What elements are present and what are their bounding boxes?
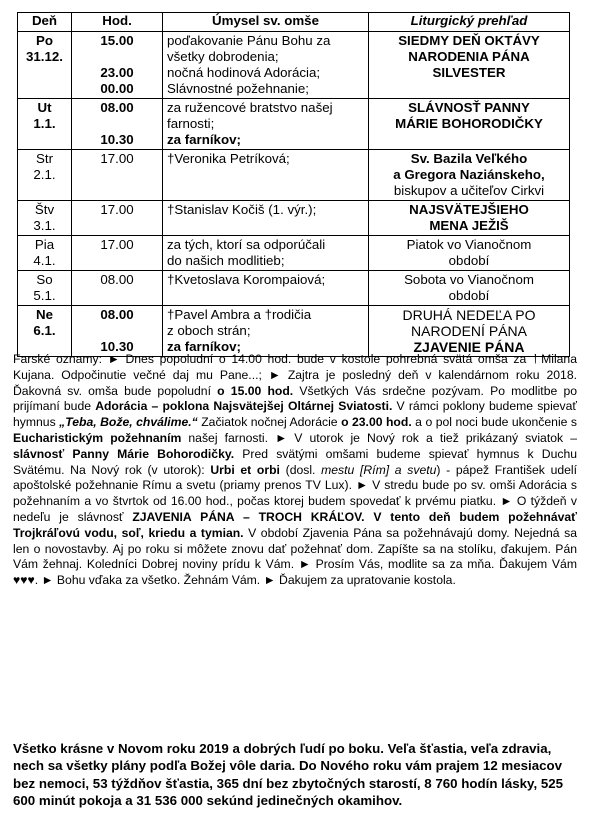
intention-cell xyxy=(163,306,369,357)
mass-time: 10.30 xyxy=(100,339,134,354)
intention-line: za farníkov; xyxy=(167,132,241,147)
table-row xyxy=(18,99,570,150)
note-text: (dosl. xyxy=(279,462,322,477)
day-date: 3.1. xyxy=(33,218,56,233)
liturgy-line: Sobota vo Vianočnom xyxy=(404,272,534,287)
day-name: Pia xyxy=(34,237,55,252)
mass-time: 15.00 xyxy=(100,33,134,48)
intention-cell xyxy=(163,236,369,271)
day-name: Ut xyxy=(37,100,52,115)
table-header-row xyxy=(18,13,570,32)
note-bold-italic: „Teba, Bože, chválime.“ xyxy=(59,415,198,430)
day-cell xyxy=(18,150,72,201)
intention-cell xyxy=(163,150,369,201)
hour-cell xyxy=(72,32,163,99)
day-name: Ne xyxy=(36,307,53,322)
intention-line: všetky dobrodenia; xyxy=(167,49,279,64)
intention-cell xyxy=(163,271,369,306)
liturgy-line: ZJAVENIE PÁNA xyxy=(413,339,525,355)
day-cell xyxy=(18,271,72,306)
note-text: Pred svätými omšami budeme spievať hymnus k Duchu Svätému. Na Nový rok (v utorok): xyxy=(13,446,577,477)
intention-line: Slávnostné požehnanie; xyxy=(167,81,309,96)
day-date: 31.12. xyxy=(26,49,63,64)
table-row xyxy=(18,306,570,357)
liturgy-line: SILVESTER xyxy=(432,65,506,80)
liturgy-line: biskupov a učiteľov Cirkvi xyxy=(393,183,545,198)
day-date: 2.1. xyxy=(33,167,56,182)
note-italic: mestu [Rím] a svetu xyxy=(321,462,437,477)
header-day: Deň xyxy=(18,13,72,32)
note-bold: o 23.00 hod. xyxy=(341,415,412,430)
liturgy-line: MÁRIE BOHORODIČKY xyxy=(395,116,543,131)
note-text: Farské oznamy: ► Dnes popoludní o 14.00 hod. bude v kostole pohrebná svätá omša za †Milana Kujana. Odpočinutie večné daj mu Pane...; xyxy=(13,352,577,382)
liturgy-line: NARODENIA PÁNA xyxy=(408,49,530,64)
intention-line: nočná hodinová Adorácia; xyxy=(167,65,321,80)
day-cell xyxy=(18,99,72,150)
note-bold: Eucharistickým požehnaním xyxy=(13,430,182,445)
note-text: V období Zjavenia Pána sa požehnávajú domy. Nejedná sa len o novostavby. Aj po roku si môžete znovu dať požehnať dom. Zapíšte sa na stolíku, ďakujem. Pán Vám žehnaj. Koledníci Dobrej noviny prídu k Vám. ► Prosím Vás, modlite sa za mňa. Ďakujem Vám ♥♥♥. ► Bohu vďaka za všetko. Žehnám Vám. ► Ďakujem za upratovanie kostola. xyxy=(13,525,577,588)
intention-line: †Veronika Petríková; xyxy=(167,151,290,166)
day-date: 5.1. xyxy=(33,288,56,303)
intention-cell xyxy=(163,201,369,236)
mass-time: 00.00 xyxy=(100,81,134,96)
hour-cell xyxy=(72,236,163,271)
mass-schedule-table xyxy=(17,12,570,357)
note-text: našej farnosti. ► V utorok je Nový rok a tiež prikázaný sviatok – xyxy=(181,430,577,445)
mass-time xyxy=(76,49,158,65)
new-year-wishes xyxy=(13,740,573,809)
note-bold: Urbi et orbi xyxy=(210,462,280,477)
mass-time: 08.00 xyxy=(100,100,134,115)
note-bold: slávnosť Panny Márie Bohorodičky. xyxy=(13,446,235,461)
wishes-paragraph: Všetko krásne v Novom roku 2019 a dobrých ľudí po boku. Veľa šťastia, veľa zdravia, nech sa všetky plány podľa Božej vôle daria. Do Nového roku vám prajem 12 mesiacov bez nemoci, 53 týždňov šťastia, 365 dní bez zbytočných starostí, 8 760 hodín lásky, 525 600 minút pokoja a 31 536 000 sekúnd jedinečných okamihov. xyxy=(13,741,564,808)
table-row xyxy=(18,271,570,306)
note-text: Všetkých Vás srdečne pozývam. Po modlitbe po prijímaní bude xyxy=(13,383,577,414)
day-name: Str xyxy=(36,151,53,166)
liturgy-line: MENA JEŽIŠ xyxy=(429,218,509,233)
day-name: So xyxy=(36,272,53,287)
note-text: ► Zajtra je posledný deň v kalendárnom roku 2018. Ďakovná sv. omša bude popoludní xyxy=(13,367,577,398)
liturgy-line: NARODENÍ PÁNA xyxy=(411,323,527,339)
intention-line: farnosti; xyxy=(167,116,215,131)
day-cell xyxy=(18,32,72,99)
liturgy-line: DRUHÁ NEDEĽA PO xyxy=(402,307,536,323)
liturgy-line: a Gregora Naziánskeho, xyxy=(393,167,545,182)
table-row xyxy=(18,236,570,271)
liturgy-cell xyxy=(369,201,570,236)
liturgy-cell xyxy=(369,236,570,271)
intention-cell xyxy=(163,99,369,150)
liturgy-line: Sv. Bazila Veľkého xyxy=(410,151,528,166)
mass-time: 08.00 xyxy=(100,272,134,287)
liturgy-cell xyxy=(369,99,570,150)
note-text: V rámci poklony budeme spievať hymnus xyxy=(13,399,577,430)
mass-time: 10.30 xyxy=(100,132,134,147)
intention-line: do našich modlitieb; xyxy=(167,253,285,268)
note-text: a o pol noci bude ukončenie s xyxy=(411,415,578,430)
day-cell xyxy=(18,236,72,271)
hour-cell xyxy=(72,99,163,150)
intention-line: za ružencové bratstvo našej xyxy=(167,100,333,115)
note-bold: Adorácia – poklona Najsvätejšej Oltárnej Sviatosti. xyxy=(95,399,393,414)
note-text: ) - pápež František udelí apoštolské požehnanie Rímu a svetu (priamy prenos TV Lux). ► V stredu bude po sv. omši Adorácia s požehnaním a vo štvrtok od 16.00 hod., počas ktorej budem spovedať k prvému piatku. ► O týždeň v nedeľu je slávnosť xyxy=(13,462,577,524)
mass-time: 17.00 xyxy=(100,151,134,166)
parish-announcements xyxy=(13,352,577,589)
table-row xyxy=(18,201,570,236)
note-bold: o 15.00 hod. xyxy=(217,383,294,398)
intention-line: †Kvetoslava Korompaiová; xyxy=(167,272,326,287)
day-date: 4.1. xyxy=(33,253,56,268)
hour-cell xyxy=(72,271,163,306)
intention-line: z oboch strán; xyxy=(167,323,251,338)
header-hour: Hod. xyxy=(72,13,163,32)
day-cell xyxy=(18,306,72,357)
mass-time: 08.00 xyxy=(100,307,134,322)
day-name: Po xyxy=(36,33,53,48)
liturgy-line: SIEDMY DEŇ OKTÁVY xyxy=(398,33,540,48)
liturgy-line: období xyxy=(448,253,490,268)
hour-cell xyxy=(72,201,163,236)
liturgy-cell xyxy=(369,306,570,357)
hour-cell xyxy=(72,150,163,201)
liturgy-line: Piatok vo Vianočnom xyxy=(406,237,532,252)
hour-cell xyxy=(72,306,163,357)
liturgy-line: období xyxy=(448,288,490,303)
intention-cell xyxy=(163,32,369,99)
liturgy-cell xyxy=(369,271,570,306)
announcements-paragraph xyxy=(13,352,577,589)
day-cell xyxy=(18,201,72,236)
table-row xyxy=(18,32,570,99)
mass-time xyxy=(76,116,158,132)
mass-time: 17.00 xyxy=(100,202,134,217)
liturgy-cell xyxy=(369,32,570,99)
header-liturgy: Liturgický prehľad xyxy=(369,13,570,32)
day-date: 1.1. xyxy=(33,116,56,131)
intention-line: poďakovanie Pánu Bohu za xyxy=(167,33,331,48)
day-name: Štv xyxy=(34,202,55,217)
note-bold: ZJAVENIA PÁNA – TROCH KRÁĽOV. V tento deň budem požehnávať Trojkráľovú vodu, soľ, kriedu a tymian. xyxy=(13,509,577,540)
intention-line: †Stanislav Kočiš (1. výr.); xyxy=(167,202,317,217)
mass-time xyxy=(76,323,158,339)
liturgy-cell xyxy=(369,150,570,201)
mass-time: 23.00 xyxy=(100,65,134,80)
intention-line: za tých, ktorí sa odporúčali xyxy=(167,237,326,252)
intention-line: za farníkov; xyxy=(167,339,241,354)
liturgy-line: SLÁVNOSŤ PANNY xyxy=(408,100,530,115)
mass-time: 17.00 xyxy=(100,237,134,252)
note-text: Začiatok nočnej Adorácie xyxy=(197,415,342,430)
day-date: 6.1. xyxy=(33,323,56,338)
liturgy-line: NAJSVÄTEJŠIEHO xyxy=(409,202,529,217)
table-row xyxy=(18,150,570,201)
header-intention: Úmysel sv. omše xyxy=(163,13,369,32)
intention-line: †Pavel Ambra a †rodičia xyxy=(167,307,312,322)
